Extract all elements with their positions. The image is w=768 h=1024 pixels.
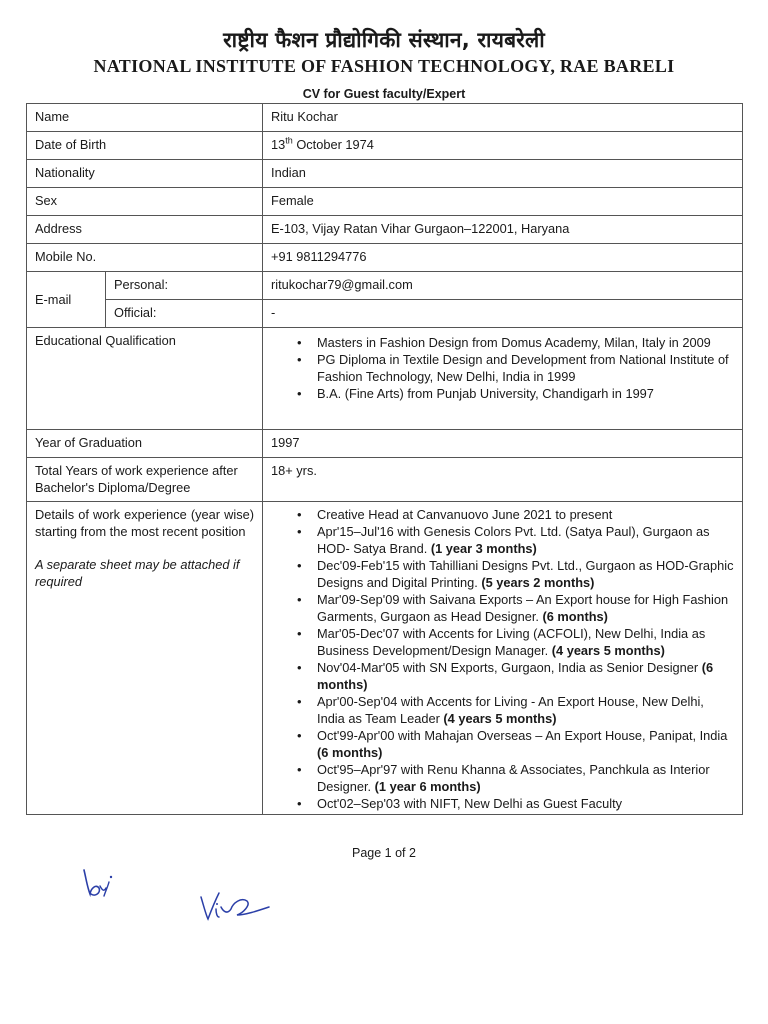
experience-years-value: 18+ yrs. [263,458,743,502]
education-label: Educational Qualification [27,328,263,430]
education-item: • PG Diploma in Textile Design and Development from National Institute of Fashion Technology, New Delhi, India in 1999 [297,351,734,385]
row-email-official [27,300,743,328]
work-note: A separate sheet may be attached if required [35,557,240,589]
education-item: • B.A. (Fine Arts) from Punjab University, Chandigarh in 1997 [297,385,734,402]
dob-label: Date of Birth [27,132,263,160]
work-item: • Nov'04-Mar'05 with SN Exports, Gurgaon, India as Senior Designer (6 months) [297,659,734,693]
signature-initials [78,866,118,900]
work-item: • Mar'09-Sep'09 with Saivana Exports – An Export house for High Fashion Garments, Gurgaon as Head Designer. (6 months) [297,591,734,625]
cv-table [26,103,743,815]
education-value [263,328,743,430]
signature-scribble [197,889,277,925]
dob-suffix: th [285,135,293,146]
nationality-label: Nationality [27,160,263,188]
row-graduation [27,430,743,458]
row-experience-years [27,458,743,502]
row-work [27,502,743,815]
email-label: E-mail [27,272,106,328]
row-nationality [27,160,743,188]
mobile-label: Mobile No. [27,244,263,272]
work-item: • Mar'05-Dec'07 with Accents for Living (ACFOLI), New Delhi, India as Business Development/Design Manager. (4 years 5 months) [297,625,734,659]
email-official-value: - [263,300,743,328]
work-label: Details of work experience (year wise) starting from the most recent position [35,507,255,539]
sex-label: Sex [27,188,263,216]
mobile-value: +91 9811294776 [263,244,743,272]
work-item: • Oct'99-Apr'00 with Mahajan Overseas – An Export House, Panipat, India (6 months) [297,727,734,761]
name-label: Name [27,104,263,132]
work-item: • Dec'09-Feb'15 with Tahilliani Designs Pvt. Ltd., Gurgaon as HOD-Graphic Designs and Digital Printing. (5 years 2 months) [297,557,734,591]
work-list [271,506,734,812]
graduation-value: 1997 [263,430,743,458]
row-sex [27,188,743,216]
work-value [263,502,743,815]
work-label-cell [27,502,263,815]
row-mobile [27,244,743,272]
institute-title: NATIONAL INSTITUTE OF FASHION TECHNOLOGY, RAE BARELI [93,56,675,76]
dob-value [263,132,743,160]
dob-day: 13 [271,137,286,152]
email-personal-label: Personal: [106,272,263,300]
row-email-personal [27,272,743,300]
dob-rest: October 1974 [292,137,374,152]
work-item: • Creative Head at Canvanuovo June 2021 to present [297,506,734,523]
nationality-value: Indian [263,160,743,188]
experience-years-label: Total Years of work experience after Bachelor's Diploma/Degree [27,458,263,502]
email-official-label: Official: [106,300,263,328]
form-title: CV for Guest faculty/Expert [302,87,466,101]
education-list [271,334,734,402]
work-item: • Oct'02–Sep'03 with NIFT, New Delhi as Guest Faculty [297,795,734,812]
graduation-label: Year of Graduation [27,430,263,458]
hindi-institute-title: राष्ट्रीय फैशन प्रौद्योगिकी संस्थान, रायबरेली [223,28,545,52]
sex-value: Female [263,188,743,216]
address-value: E-103, Vijay Ratan Vihar Gurgaon–122001, Haryana [263,216,743,244]
work-item: • Apr'15–Jul'16 with Genesis Colors Pvt. Ltd. (Satya Paul), Gurgaon as HOD- Satya Brand. (1 year 3 months) [297,523,734,557]
name-value: Ritu Kochar [263,104,743,132]
page-number: Page 1 of 2 [352,846,416,860]
row-education [27,328,743,430]
email-personal-value: ritukochar79@gmail.com [263,272,743,300]
address-label: Address [27,216,263,244]
work-item: • Apr'00-Sep'04 with Accents for Living - An Export House, New Delhi, India as Team Leader (4 years 5 months) [297,693,734,727]
row-address [27,216,743,244]
row-dob [27,132,743,160]
education-item: • Masters in Fashion Design from Domus Academy, Milan, Italy in 2009 [297,334,734,351]
work-item: • Oct'95–Apr'97 with Renu Khanna & Associates, Panchkula as Interior Designer. (1 year 6 months) [297,761,734,795]
row-name [27,104,743,132]
